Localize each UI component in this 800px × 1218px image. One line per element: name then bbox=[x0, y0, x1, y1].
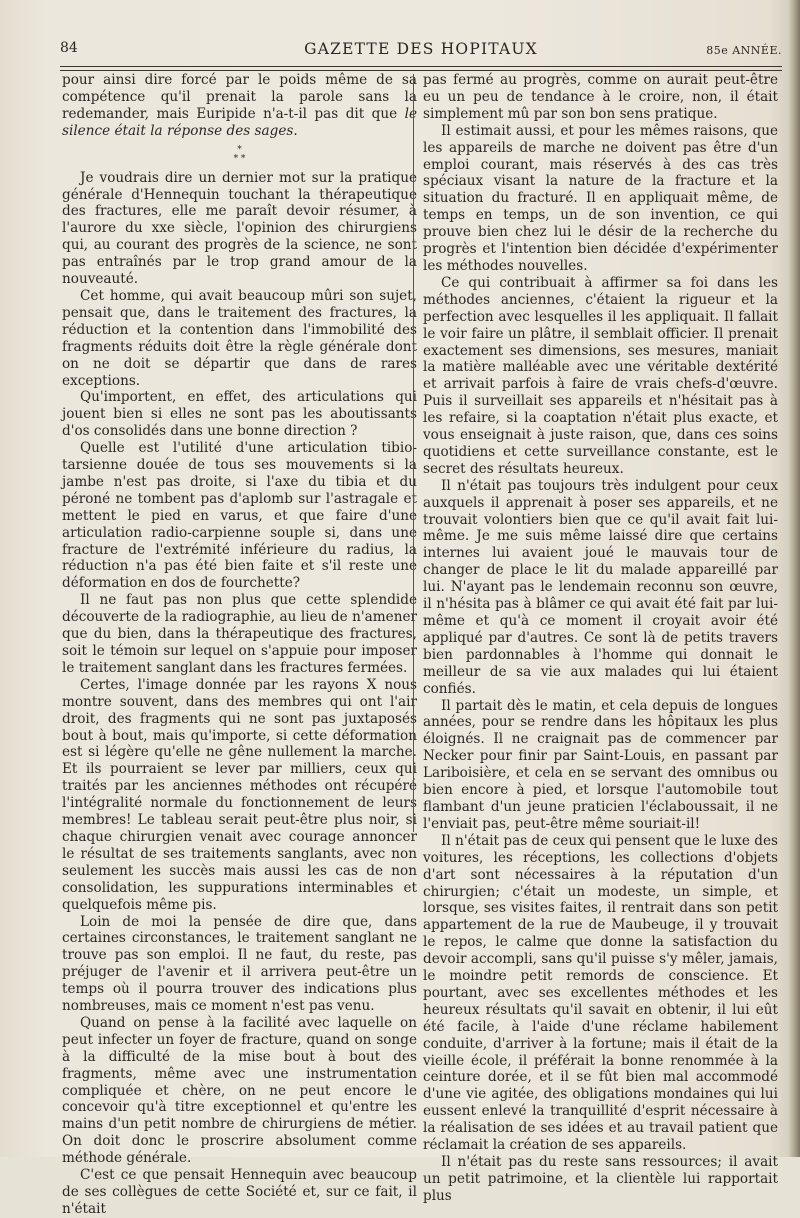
separator-star-top: * bbox=[237, 144, 242, 155]
left-intro-paragraph bbox=[62, 72, 417, 140]
left-column bbox=[62, 72, 417, 1218]
journal-title: GAZETTE DES HOPITAUX bbox=[304, 40, 538, 58]
paragraph: Je voudrais dire un dernier mot sur la pratique générale d'Hennequin touchant la thérapeutique des fractures, elle me paraît devoir résumer, à l'aurore du xxe siècle, l'opinion des chirurgiens qui, au courant des progrès de la science, ne sont pas entraînés par le trop grand amour de la nouveauté. bbox=[62, 169, 417, 288]
page-header bbox=[60, 40, 782, 64]
column-divider bbox=[413, 74, 414, 832]
paragraph: Quelle est l'utilité d'une articulation tibio-tarsienne douée de tous ses mouvements si la jambe n'est pas droite, si l'axe du tibia et du péroné ne tombent pas d'aplomb sur l'astragale et mettent le pied en varus, et que faire d'une articulation radio-carpienne souple si, dans une fracture de l'extrémité inférieure du radius, la réduction n'a pas été bien faite et s'il reste une déformation en dos de fourchette? bbox=[62, 440, 417, 592]
year-label: 85e ANNÉE. bbox=[706, 44, 782, 57]
paragraph: Loin de moi la pensée de dire que, dans certaines circonstances, le traitement sanglant ne trouve pas son emploi. Il ne faut, du reste, pas préjuger de l'avenir et il arrivera peut-être un temps où il pourra trouver des indications plus nombreuses, mais ce moment n'est pas venu. bbox=[62, 913, 417, 1015]
header-rule-thick bbox=[60, 66, 782, 67]
paragraph: C'est ce que pensait Hennequin avec beaucoup de ses collègues de cette Société et, sur ce fait, il n'était bbox=[62, 1167, 417, 1217]
right-column bbox=[423, 72, 778, 1205]
header-rule-thin bbox=[60, 70, 782, 71]
paragraph: Il estimait aussi, et pour les mêmes raisons, que les appareils de marche ne doivent pas être d'un emploi courant, mais réservés à des cas très spéciaux visant la nature de la fracture et la situation du fracturé. Il en appliquait même, de temps en temps, un de son invention, ce qui prouve bien chez lui le désir de la recherche du progrès et l'intention bien décidée d'expérimenter les méthodes nouvelles. bbox=[423, 122, 778, 274]
paragraph: Il n'était pas du reste sans ressources; il avait un petit patrimoine, et la clientèle lui rapportait plus bbox=[423, 1154, 778, 1204]
right-intro-paragraph: pas fermé au progrès, comme on aurait peut-être eu un peu de tendance à le croire, non, il était simplement mû par son bon sens pratique. bbox=[423, 72, 778, 122]
paragraph: Cet homme, qui avait beaucoup mûri son sujet, pensait que, dans le traitement des fractures, la réduction et la contention dans l'immobilité des fragments réduits doit être la règle générale dont on ne doit se départir que dans de rares exceptions. bbox=[62, 287, 417, 389]
paragraph: Il n'était pas de ceux qui pensent que le luxe des voitures, les réceptions, les collections d'objets d'art sont nécessaires à la réputation d'un chirurgien; c'était un modeste, un simple, et lorsque, ses visites faites, il rentrait dans son petit appartement de la rue de Maubeuge, il y trouvait le repos, le calme que donne la satisfaction du devoir accompli, sans qu'il puisse s'y mêler, jamais, le moindre petit remords de conscience. Et pourtant, avec ses excellentes méthodes et les heureux résultats qu'il savait en obtenir, il lui eût été facile, à l'aide d'une réclame habilement conduite, d'arriver à la fortune; mais il était de la vieille école, il préférait la bonne renommée à la ceinture dorée, et il se fût bien mal accommodé d'une vie agitée, des obligations mondaines qui lui eussent enlevé la tranquillité d'esprit nécessaire à la réalisation de ses idées et au travail patient que réclamait la création de ses appareils. bbox=[423, 832, 778, 1154]
separator-star-bottom: * * bbox=[233, 153, 246, 164]
page-number: 84 bbox=[60, 40, 78, 56]
paragraph: Il partait dès le matin, et cela depuis de longues années, pour se rendre dans les hôpitaux les plus éloignés. Il ne craignait pas de commencer par Necker pour finir par Saint-Louis, en passant par Lariboisière, et cela en se servant des omnibus ou bien encore à pied, et lorsque l'automobile tout flambant d'un jeune praticien l'éclaboussait, il ne l'enviait pas, peut-être même souriait-il! bbox=[423, 697, 778, 832]
paragraph: Quand on pense à la facilité avec laquelle on peut infecter un foyer de fracture, quand on songe à la difficulté de la mise bout à bout des fragments, même avec une instrumentation compliquée et chère, on ne peut encore le concevoir qu'à titre exceptionnel et qu'entre les mains d'un petit nombre de chirurgiens de métier. On doit donc le proscrire absolument comme méthode générale. bbox=[62, 1014, 417, 1167]
page-edge-shadow bbox=[788, 0, 800, 1157]
intro-text: pour ainsi dire forcé par le poids même de sa compétence qu'il prenait la parole sans la redemander, mais Euripide n'a-t-il pas dit que bbox=[62, 72, 417, 122]
paragraph: Il ne faut pas non plus que cette splendide découverte de la radiographie, au lieu de n'amener que du bien, dans la thérapeutique des fractures, soit le témoin sur lequel on s'appuie pour imposer le traitement sanglant dans les fractures fermées. bbox=[62, 592, 417, 676]
paragraph: Il n'était pas toujours très indulgent pour ceux auxquels il apprenait à poser ses appareils, et ne trouvait volontiers bien que ce qu'il avait fait lui-même. Je me suis même laissé dire que certains internes lui avaient joué le mauvais tour de changer de place le lit du malade appareillé par lui. N'ayant pas le lendemain reconnu son œuvre, il n'hésita pas à blâmer ce qui avait été fait par lui-même et qu'à ce moment il croyait avoir été appliqué par d'autres. Ce sont là de petits travers bien pardonnables à l'homme qui donnait le meilleur de sa vie aux malades qui lui étaient confiés. bbox=[423, 477, 778, 697]
paragraph: Ce qui contribuait à affirmer sa foi dans les méthodes anciennes, c'étaient la rigueur et la perfection avec lesquelles il les appliquait. Il fallait le voir faire un plâtre, il semblait officier. Il prenait exactement ses dimensions, ses mesures, maniait la matière malléable avec une véritable dextérité et arrivait parfois à faire de vrais chefs-d'œuvre. Puis il surveillait ses appareils et n'hésitait pas à les refaire, si la coaptation n'était plus exacte, et vous enseignait à juste raison, que, dans ces soins quotidiens et cette surveillance constante, est le secret des résultats heureux. bbox=[423, 274, 778, 477]
intro-italic-quote: le silence était la réponse des sages. bbox=[62, 105, 417, 139]
paragraph: Qu'importent, en effet, des articulations qui jouent bien si elles ne sont pas les aboutissants d'os consolidés dans une bonne direction ? bbox=[62, 389, 417, 440]
paragraph: Certes, l'image donnée par les rayons X nous montre souvent, dans des membres qui ont l'air droit, des fragments qui ne sont pas juxtaposés bout à bout, mais qu'importe, si cette déformation est si légère qu'elle ne gêne nullement la marche. Et ils pourraient se lever par milliers, ceux qui traités par les anciennes méthodes ont récupéré l'intégralité normale du fonctionnement de leurs membres! Le tableau serait peut-être plus noir, si chaque chirurgien venait avec courage annoncer le résultat de ses traitements sanglants, avec non seulement les succès mais aussi les cas de non consolidation, les suppurations interminables et quelquefois même pis. bbox=[62, 676, 417, 913]
section-separator bbox=[62, 146, 417, 164]
